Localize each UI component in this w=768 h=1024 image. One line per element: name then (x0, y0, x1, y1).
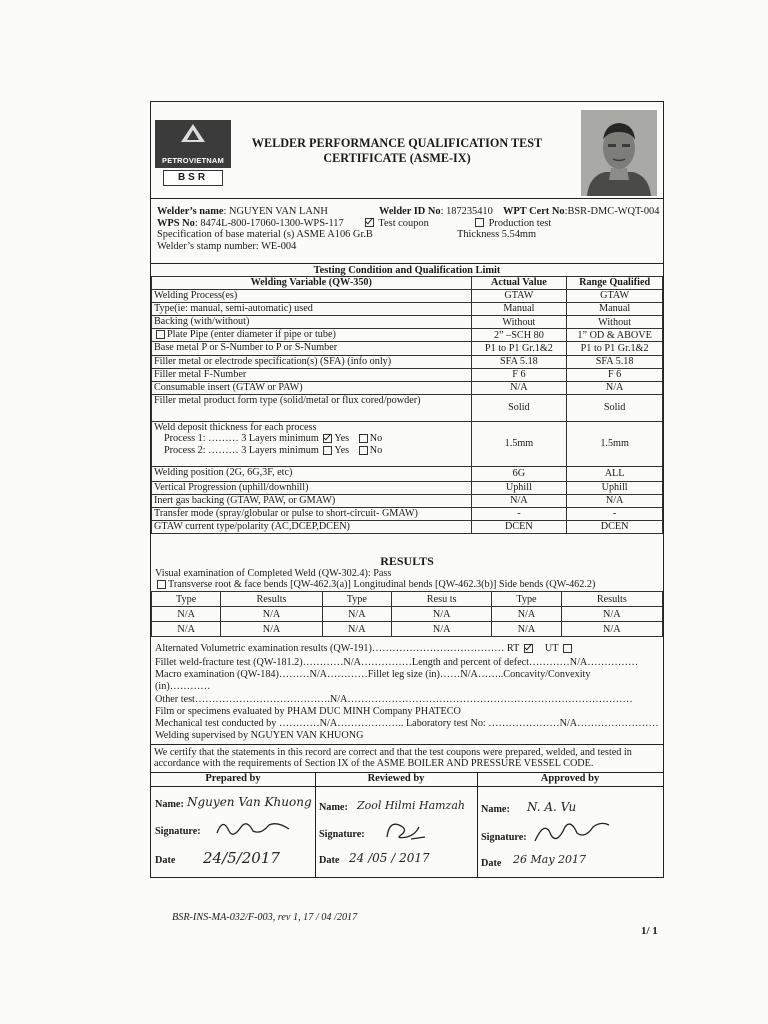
variable-cell: Vertical Progression (uphill/downhill) (152, 481, 472, 494)
bend-cell: N/A (391, 607, 491, 622)
range-cell: Manual (567, 303, 663, 316)
actual-cell: Solid (471, 394, 567, 421)
prepared-by-column (151, 773, 316, 878)
variable-cell: Welding Process(es) (152, 290, 472, 303)
approved-name-handwritten: N. A. Vu (527, 800, 577, 814)
welder-stamp: Welder’s stamp number: WE-004 (157, 240, 297, 252)
page-number: 1/ 1 (641, 925, 658, 937)
table-row (152, 622, 663, 637)
bend-cell: N/A (561, 622, 662, 637)
range-cell: N/A (567, 381, 663, 394)
welder-name-value: : NGUYEN VAN LANH (223, 206, 328, 217)
prepared-date-handwritten: 24/5/2017 (203, 849, 280, 867)
base-material: Specification of base material (s) ASME A106 Gr.B (157, 229, 373, 240)
thickness: Thickness 5.54mm (457, 229, 537, 240)
ut-checkbox[interactable] (563, 644, 572, 653)
range-cell: Without (567, 316, 663, 329)
production-test-label: Production test (488, 217, 552, 229)
prepared-name-label: Name: (155, 799, 184, 810)
logo-bsr-text: BSR (163, 170, 223, 186)
variable-cell: Transfer mode (spray/globular or pulse to short-circuit- GMAW) (152, 508, 472, 521)
welding-supervised-line: Welding supervised by NGUYEN VAN KHUONG (155, 730, 364, 741)
title-line-2: CERTIFICATE (ASME-IX) (323, 151, 471, 165)
range-cell: SFA 5.18 (567, 355, 663, 368)
actual-cell: F 6 (471, 368, 567, 381)
range-cell: N/A (567, 494, 663, 507)
actual-cell: P1 to P1 Gr.1&2 (471, 342, 567, 355)
plate-checkbox[interactable] (156, 330, 165, 339)
wps-value: : 8474L-800-17060-1300-WPS-117 (194, 217, 344, 229)
actual-cell: N/A (471, 381, 567, 394)
table-row (152, 316, 663, 329)
bend-header-row (152, 592, 663, 607)
variable-cell: Filler metal or electrode specification(s) (SFA) (info only) (152, 355, 472, 368)
table-row (152, 355, 663, 368)
actual-cell: DCEN (471, 521, 567, 534)
welder-photo (581, 110, 657, 196)
table-row (152, 481, 663, 494)
visual-examination: Visual examination of Completed Weld (QW-302.4): Pass (155, 568, 392, 579)
variable-cell: GTAW current type/polarity (AC,DCEP,DCEN) (152, 521, 472, 534)
table-row (152, 607, 663, 622)
rt-checkbox[interactable] (524, 644, 533, 653)
volumetric-line: Alternated Volumetric examination results (QW-191)………………………………… RT UT (155, 643, 574, 654)
variable-cell-plate-pipe (152, 329, 472, 342)
testing-condition-title: Testing Condition and Qualification Limit (313, 265, 501, 276)
test-coupon-label: Test coupon (378, 217, 429, 229)
table-row (152, 521, 663, 534)
bend-cell: N/A (561, 607, 662, 622)
reviewed-signature-label: Signature: (319, 829, 365, 840)
bend-cell: N/A (492, 622, 561, 637)
table-header-row (152, 277, 663, 290)
approved-signature-label: Signature: (481, 832, 527, 843)
variable-cell: Inert gas backing (GTAW, PAW, or GMAW) (152, 494, 472, 507)
range-cell: P1 to P1 Gr.1&2 (567, 342, 663, 355)
prepared-by-header: Prepared by (151, 773, 315, 787)
variable-cell: Consumable insert (GTAW or PAW) (152, 381, 472, 394)
fillet-fracture-line: Fillet weld-fracture test (QW-181.2)…………N/A……………Length and percent of defect…………N/A…………… (155, 657, 639, 668)
table-row (152, 329, 663, 342)
bend-cell: N/A (221, 622, 322, 637)
approved-date-handwritten: 26 May 2017 (513, 853, 587, 866)
table-row (152, 290, 663, 303)
bend-col-header: Type (322, 592, 391, 607)
range-cell: - (567, 508, 663, 521)
bend-col-header: Results (221, 592, 322, 607)
reviewed-name-handwritten: Zool Hilmi Hamzah (357, 799, 465, 812)
variable-cell: Welding position (2G, 6G,3F, etc) (152, 466, 472, 481)
bend-cell: N/A (322, 622, 391, 637)
actual-cell: SFA 5.18 (471, 355, 567, 368)
certificate-header (151, 102, 663, 199)
range-cell: GTAW (567, 290, 663, 303)
certification-statement: We certify that the statements in this record are correct and that the test coupons were prepared, welded, and tested in accordance with the requirements of Section IX of the ASME BOILER AND PRESSURE VESSEL CODE. (151, 744, 663, 769)
table-row (152, 508, 663, 521)
table-row (152, 368, 663, 381)
deposit-actual-cell: 1.5mm (471, 421, 567, 466)
approved-by-header: Approved by (477, 773, 663, 787)
approved-name-label: Name: (481, 804, 510, 815)
bend-results-table (151, 591, 663, 637)
approved-by-column (477, 773, 663, 878)
welder-id-label: Welder ID No (379, 206, 441, 217)
variable-cell: Base metal P or S-Number to P or S-Number (152, 342, 472, 355)
bend-cell: N/A (322, 607, 391, 622)
actual-cell: - (471, 508, 567, 521)
form-number: BSR-INS-MA-032/F-003, rev 1, 17 / 04 /2017 (172, 912, 358, 923)
actual-cell: Without (471, 316, 567, 329)
prepared-signature-mark (213, 815, 293, 841)
film-evaluated-line: Film or specimens evaluated by PHAM DUC MINH Company PHATECO (155, 706, 461, 717)
bend-col-header: Resu ts (391, 592, 491, 607)
table-row (152, 381, 663, 394)
wpt-cert-value: :BSR-DMC-WQT-004 (564, 206, 660, 217)
reviewed-date-label: Date (319, 855, 340, 866)
bend-cell: N/A (221, 607, 322, 622)
reviewed-by-column (315, 773, 478, 878)
process-2-no-checkbox[interactable] (359, 446, 368, 455)
bend-col-header: Results (561, 592, 662, 607)
range-cell: F 6 (567, 368, 663, 381)
bend-cell: N/A (152, 622, 221, 637)
macro-line: Macro examination (QW-184)………N/A…………Fillet leg size (in)……N/A……..Concavity/Convexity (155, 669, 591, 680)
bend-col-header: Type (492, 592, 561, 607)
actual-cell: Manual (471, 303, 567, 316)
actual-cell: N/A (471, 494, 567, 507)
bend-cell: N/A (152, 607, 221, 622)
certificate-document (150, 101, 664, 878)
approved-date-label: Date (481, 858, 502, 869)
variable-cell: Filler metal product form type (solid/metal or flux cored/powder) (152, 394, 472, 421)
col-header-actual: Actual Value (471, 277, 567, 290)
process-1-no-checkbox[interactable] (359, 434, 368, 443)
process-2-yes-checkbox[interactable] (323, 446, 332, 455)
reviewed-name-label: Name: (319, 802, 348, 813)
col-header-range: Range Qualified (567, 277, 663, 290)
variable-cell-text: Plate Pipe (enter diameter if pipe or tube) (167, 329, 336, 341)
range-cell: DCEN (567, 521, 663, 534)
transverse-bend-checkbox[interactable] (157, 580, 166, 589)
range-cell: 1” OD & ABOVE (567, 329, 663, 342)
bend-cell: N/A (492, 607, 561, 622)
document-title (247, 136, 547, 166)
macro-in-line: (in)………… (155, 681, 211, 692)
title-line-1: WELDER PERFORMANCE QUALIFICATION TEST (251, 136, 543, 150)
variable-cell: Type(ie: manual, semi-automatic) used (152, 303, 472, 316)
table-row (152, 342, 663, 355)
other-test-line: Other test………………………………….N/A………………………………………………………………………… (155, 694, 633, 705)
actual-cell: 6G (471, 466, 567, 481)
welding-variables-table (151, 276, 663, 534)
table-row-deposit (152, 421, 663, 466)
range-cell: Uphill (567, 481, 663, 494)
test-coupon-checkbox[interactable] (365, 218, 374, 227)
reviewed-signature-mark (381, 817, 431, 843)
logo-brand-text: PETROVIETNAM (162, 156, 224, 165)
wpt-cert-label: WPT Cert No (503, 206, 565, 217)
table-row (152, 494, 663, 507)
range-cell: ALL (567, 466, 663, 481)
reviewed-date-handwritten: 24 /05 / 2017 (349, 851, 430, 865)
results-title: RESULTS (380, 554, 434, 568)
signature-block (151, 772, 663, 880)
deposit-label: Weld deposit thickness for each process (154, 421, 317, 433)
welder-name-label: Welder’s name (157, 206, 224, 217)
production-test-checkbox[interactable] (475, 218, 484, 227)
approved-signature-mark (531, 817, 611, 847)
variable-cell: Backing (with/without) (152, 316, 472, 329)
reviewed-by-header: Reviewed by (315, 773, 477, 787)
bend-col-header: Type (152, 592, 221, 607)
actual-cell: 2” –SCH 80 (471, 329, 567, 342)
process-2-line: Process 2: ……… 3 Layers minimum Yes No (164, 444, 383, 456)
petrovietnam-logo (155, 120, 231, 188)
col-header-variable: Welding Variable (QW-350) (152, 277, 472, 290)
welder-info (157, 206, 660, 252)
table-row (152, 303, 663, 316)
variable-cell: Filler metal F-Number (152, 368, 472, 381)
deposit-cell (152, 421, 472, 466)
table-row (152, 394, 663, 421)
prepared-date-label: Date (155, 855, 176, 866)
actual-cell: GTAW (471, 290, 567, 303)
deposit-range-cell: 1.5mm (567, 421, 663, 466)
bend-test-options: Transverse root & face bends [QW-462.3(a)] Longitudinal bends [QW-462.3(b)] Side bends (QW-462.2) (155, 579, 595, 590)
prepared-signature-label: Signature: (155, 826, 201, 837)
mechanical-test-line: Mechanical test conducted by …………N/A……………….. Laboratory test No: …………………N/A…………………… (155, 718, 659, 729)
range-cell: Solid (567, 394, 663, 421)
actual-cell: Uphill (471, 481, 567, 494)
wps-label: WPS No (157, 217, 195, 229)
prepared-name-handwritten: Nguyen Van Khuong (187, 795, 312, 809)
process-1-line: Process 1: ……… 3 Layers minimum Yes No (164, 433, 383, 445)
table-row (152, 466, 663, 481)
process-1-yes-checkbox[interactable] (323, 434, 332, 443)
bend-cell: N/A (391, 622, 491, 637)
welder-id-value: : 187235410 (440, 206, 493, 217)
